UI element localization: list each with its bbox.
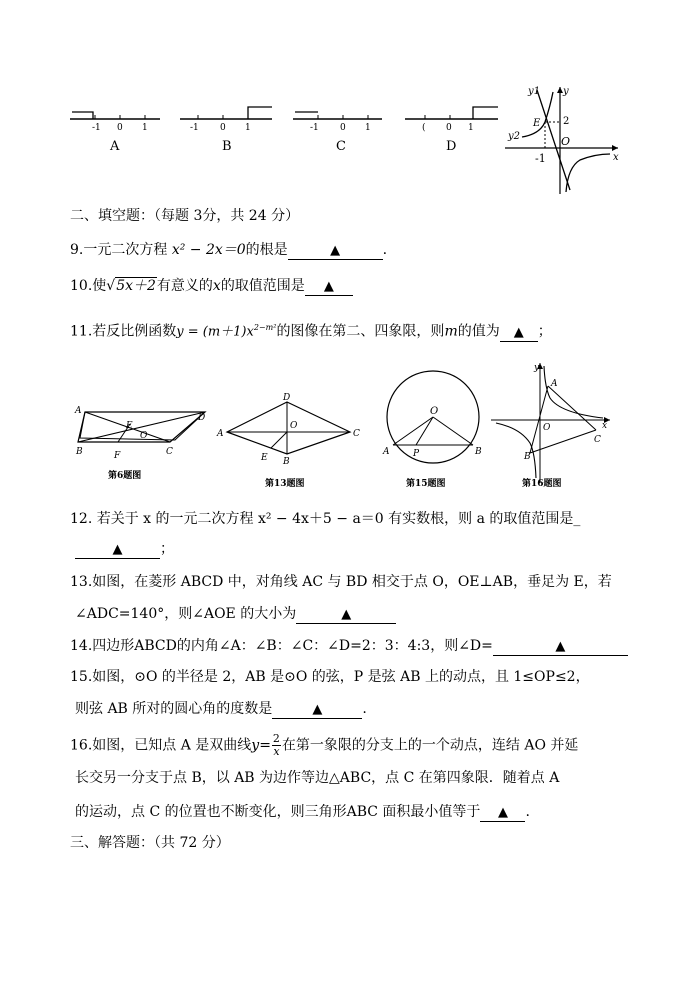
svg-text:C: C bbox=[353, 429, 360, 439]
question-16: 16.如图，已知点 A 是双曲线y= $\frac{2}{x}$ 在第一象限的分支上的一个动点，连结 AO 并延 bbox=[70, 732, 579, 758]
svg-text:0: 0 bbox=[446, 123, 452, 133]
svg-text:第13题图: 第13题图 bbox=[265, 479, 305, 489]
svg-text:第16题图: 第16题图 bbox=[522, 479, 562, 489]
svg-text:2: 2 bbox=[563, 116, 570, 127]
question-12: 12. 若关于 x 的一元二次方程 x² − 4x＋5 − a＝0 有实数根，则 a 的取值范围是_ bbox=[70, 511, 581, 527]
figure-6 bbox=[70, 400, 215, 490]
svg-text:B: B bbox=[76, 447, 83, 457]
number-line-d bbox=[405, 107, 498, 154]
option-b-label: B bbox=[222, 139, 232, 154]
svg-text:x: x bbox=[602, 421, 608, 431]
svg-text:A: A bbox=[75, 406, 82, 416]
figure-16 bbox=[488, 358, 613, 492]
figure-13 bbox=[215, 392, 365, 492]
svg-text:(: ( bbox=[422, 123, 426, 133]
question-16-line2: 长交另一分支于点 B，以 AB 为边作等边△ABC，点 C 在第四象限．随着点 A bbox=[75, 770, 560, 786]
question-15-cont: 则弦 AB 所对的圆心角的度数是 ▲ . bbox=[75, 701, 367, 717]
svg-text:B: B bbox=[475, 447, 482, 457]
answer-blank-9[interactable]: ▲ bbox=[288, 242, 383, 260]
svg-text:D: D bbox=[198, 413, 206, 423]
option-d-label: D bbox=[446, 139, 457, 154]
function-graph bbox=[500, 82, 630, 197]
question-15: 15.如图，⊙O 的半径是 2，AB 是⊙O 的弦，P 是弦 AB 上的动点，且 1≤OP≤2， bbox=[70, 669, 590, 685]
svg-text:O: O bbox=[543, 423, 551, 433]
question-10: 10.使√5x＋2有意义的x的取值范围是 ▲ bbox=[70, 276, 353, 296]
svg-text:E: E bbox=[261, 453, 268, 463]
number-line-b bbox=[180, 107, 272, 154]
number-line-c bbox=[293, 112, 382, 154]
svg-text:y: y bbox=[534, 363, 540, 373]
svg-text:O: O bbox=[430, 406, 439, 417]
number-line-a bbox=[70, 112, 160, 154]
question-9: 9.一元二次方程 x² − 2x＝0的根是 ▲ . bbox=[70, 242, 388, 258]
svg-text:C: C bbox=[594, 435, 601, 445]
svg-text:y1: y1 bbox=[528, 86, 541, 97]
svg-text:F: F bbox=[114, 451, 121, 461]
svg-text:0: 0 bbox=[340, 123, 346, 133]
svg-text:A: A bbox=[217, 429, 224, 439]
section-3-heading: 三、解答题：（共 72 分） bbox=[70, 835, 230, 851]
question-13: 13.如图，在菱形 ABCD 中，对角线 AC 与 BD 相交于点 O，OE⊥AB，垂足为 E，若 bbox=[70, 574, 612, 590]
svg-text:-1: -1 bbox=[190, 123, 199, 133]
answer-blank-15[interactable]: ▲ bbox=[272, 701, 362, 719]
svg-text:O: O bbox=[561, 135, 571, 148]
svg-text:C: C bbox=[166, 447, 173, 457]
answer-blank-10[interactable]: ▲ bbox=[305, 278, 353, 296]
section-2-heading: 二、填空题：（每题 3分，共 24 分） bbox=[70, 208, 300, 224]
question-14: 14.四边形ABCD的内角∠A：∠B：∠C：∠D=2：3：4:3，则∠D= ▲ bbox=[70, 636, 628, 656]
svg-text:O: O bbox=[140, 431, 148, 441]
svg-text:第6题图: 第6题图 bbox=[108, 471, 142, 481]
svg-text:O: O bbox=[290, 421, 298, 431]
answer-blank-11[interactable]: ▲ bbox=[500, 324, 538, 342]
number-line-options bbox=[60, 95, 505, 160]
question-12-cont: ▲ ； bbox=[75, 539, 174, 559]
svg-text:-1: -1 bbox=[92, 123, 101, 133]
svg-text:A: A bbox=[551, 379, 558, 389]
answer-blank-14[interactable]: ▲ bbox=[493, 638, 628, 656]
option-c-label: C bbox=[336, 139, 346, 154]
svg-text:1: 1 bbox=[142, 123, 148, 133]
svg-text:1: 1 bbox=[468, 123, 474, 133]
answer-blank-16[interactable]: ▲ bbox=[480, 804, 525, 822]
svg-text:1: 1 bbox=[245, 123, 251, 133]
question-13-cont: ∠ADC=140°，则∠AOE 的大小为 ▲ bbox=[75, 604, 396, 624]
option-a-label: A bbox=[110, 139, 120, 154]
svg-text:0: 0 bbox=[117, 123, 123, 133]
svg-text:y: y bbox=[563, 86, 569, 97]
svg-text:B: B bbox=[524, 452, 531, 462]
question-16-line3: 的运动，点 C 的位置也不断变化，则三角形ABC 面积最小值等于 ▲ . bbox=[75, 804, 530, 820]
svg-text:-1: -1 bbox=[310, 123, 319, 133]
svg-text:D: D bbox=[283, 393, 291, 403]
svg-text:第15题图: 第15题图 bbox=[406, 479, 446, 489]
answer-blank-13[interactable]: ▲ bbox=[296, 606, 396, 624]
svg-text:P: P bbox=[413, 449, 420, 459]
svg-text:x: x bbox=[613, 152, 619, 163]
svg-text:A: A bbox=[383, 447, 390, 457]
svg-text:E: E bbox=[533, 118, 541, 129]
svg-text:B: B bbox=[283, 457, 290, 467]
svg-text:0: 0 bbox=[220, 123, 226, 133]
answer-blank-12[interactable]: ▲ bbox=[75, 541, 160, 559]
svg-text:E: E bbox=[126, 421, 133, 431]
figure-15 bbox=[378, 370, 488, 492]
svg-text:1: 1 bbox=[365, 123, 371, 133]
question-11: 11.若反比例函数$y = (m+1)x^{2-m^2}$的图像在第二、四象限，则m的值为 ▲ ； bbox=[70, 323, 552, 340]
svg-text:-1: -1 bbox=[535, 152, 546, 165]
svg-text:y2: y2 bbox=[508, 131, 521, 142]
